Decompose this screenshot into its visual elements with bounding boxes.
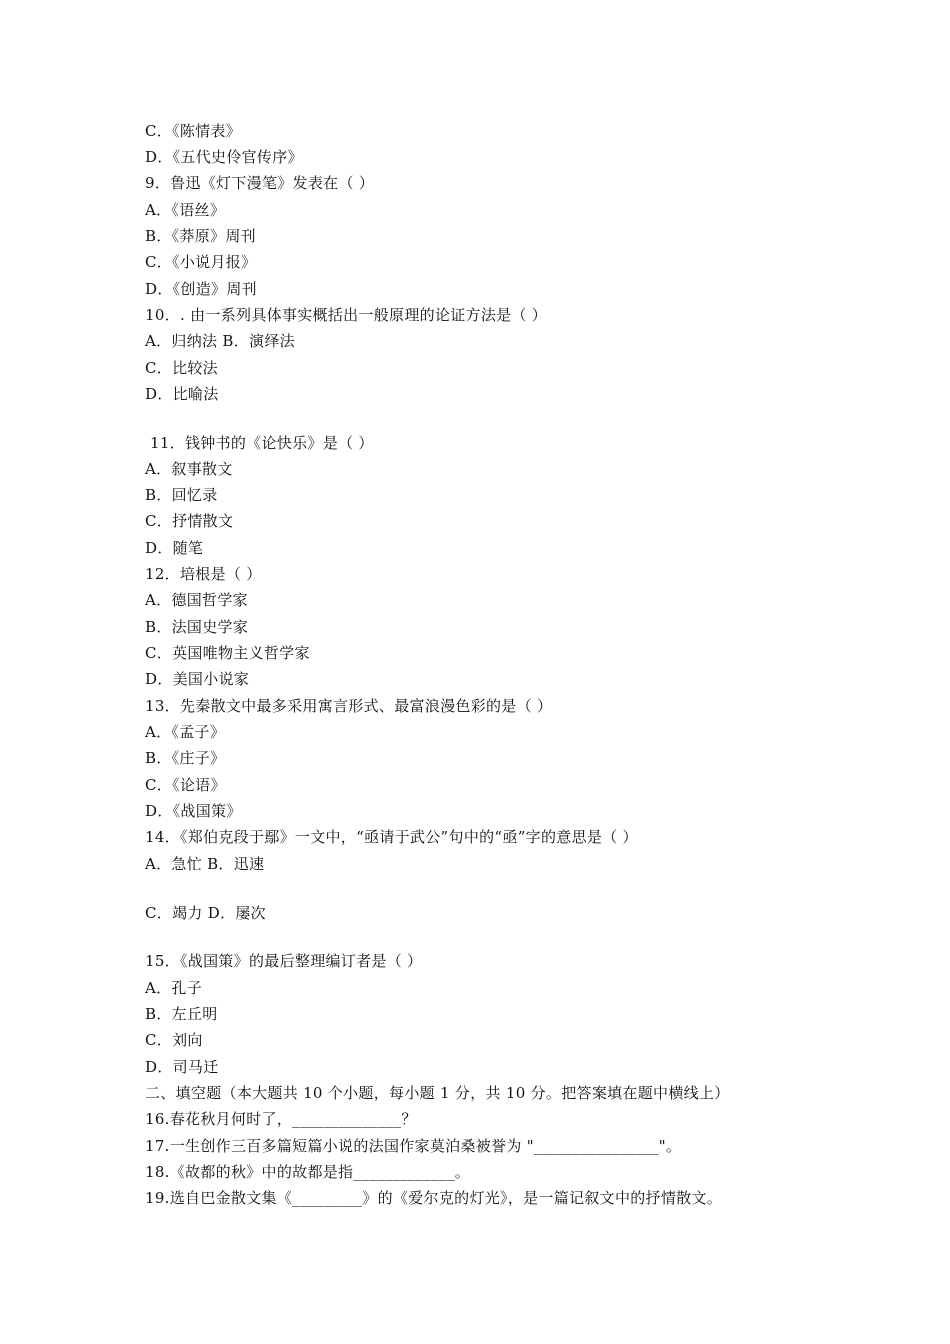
q12-option-d: D．美国小说家	[145, 670, 250, 688]
q11-option-a: A．叙事散文	[145, 460, 233, 478]
q16-fill-in: 16.春花秋月何时了，______________？	[145, 1110, 417, 1128]
q15-option-b: B．左丘明	[145, 1005, 218, 1023]
q8-option-d: D．《五代史伶官传序》	[145, 148, 303, 166]
q8-option-c: C．《陈情表》	[145, 122, 242, 140]
q10-question: 10．. 由一系列具体事实概括出一般原理的论证方法是（ ）	[145, 306, 548, 324]
q9-option-c: C．《小说月报》	[145, 253, 257, 271]
section-fill-in-heading: 二、填空题（本大题共 10 个小题，每小题 1 分，共 10 分。把答案填在题中横线上）	[145, 1084, 730, 1102]
q12-option-c: C．英国唯物主义哲学家	[145, 644, 310, 662]
q14-options-ab: A．急忙 B．迅速	[145, 855, 265, 873]
q11-option-c: C．抒情散文	[145, 512, 234, 530]
q9-option-b: B．《莽原》周刊	[145, 227, 256, 245]
q13-question: 13．先秦散文中最多采用寓言形式、最富浪漫色彩的是（ ）	[145, 697, 553, 715]
q19-fill-in: 19.选自巴金散文集《_________》的《爱尔克的灯光》，是一篇记叙文中的抒情散文。	[145, 1189, 723, 1207]
q12-option-a: A．德国哲学家	[145, 591, 248, 609]
q13-option-d: D．《战国策》	[145, 802, 242, 820]
q11-question: 11．钱钟书的《论快乐》是（ ）	[150, 434, 374, 452]
q13-option-c: C．《论语》	[145, 776, 226, 794]
q10-option-d: D．比喻法	[145, 385, 219, 403]
q18-fill-in: 18.《故都的秋》中的故都是指_____________。	[145, 1163, 471, 1181]
q11-option-b: B．回忆录	[145, 486, 218, 504]
q9-option-a: A．《语丝》	[145, 201, 226, 219]
q15-question: 15．《战国策》的最后整理编订者是（ ）	[145, 952, 423, 970]
q9-option-d: D．《创造》周刊	[145, 280, 257, 298]
q10-option-c: C．比较法	[145, 359, 218, 377]
q17-fill-in: 17.一生创作三百多篇短篇小说的法国作家莫泊桑被誉为 "________________"。	[145, 1137, 682, 1155]
q11-option-d: D．随笔	[145, 539, 204, 557]
q14-options-cd: C．竭力 D．屡次	[145, 904, 266, 922]
q9-question: 9．鲁迅《灯下漫笔》发表在（ ）	[145, 174, 375, 192]
q13-option-a: A．《孟子》	[145, 723, 226, 741]
q14-question: 14．《郑伯克段于鄢》一文中，“亟请于武公”句中的“亟”字的意思是（ ）	[145, 828, 638, 846]
q15-option-a: A．孔子	[145, 979, 203, 997]
q10-options-ab: A．归纳法 B．演绎法	[145, 332, 295, 350]
q13-option-b: B．《庄子》	[145, 749, 226, 767]
q15-option-c: C．刘向	[145, 1031, 203, 1049]
q15-option-d: D．司马迁	[145, 1058, 219, 1076]
q12-option-b: B．法国史学家	[145, 618, 249, 636]
q12-question: 12．培根是（ ）	[145, 565, 262, 583]
